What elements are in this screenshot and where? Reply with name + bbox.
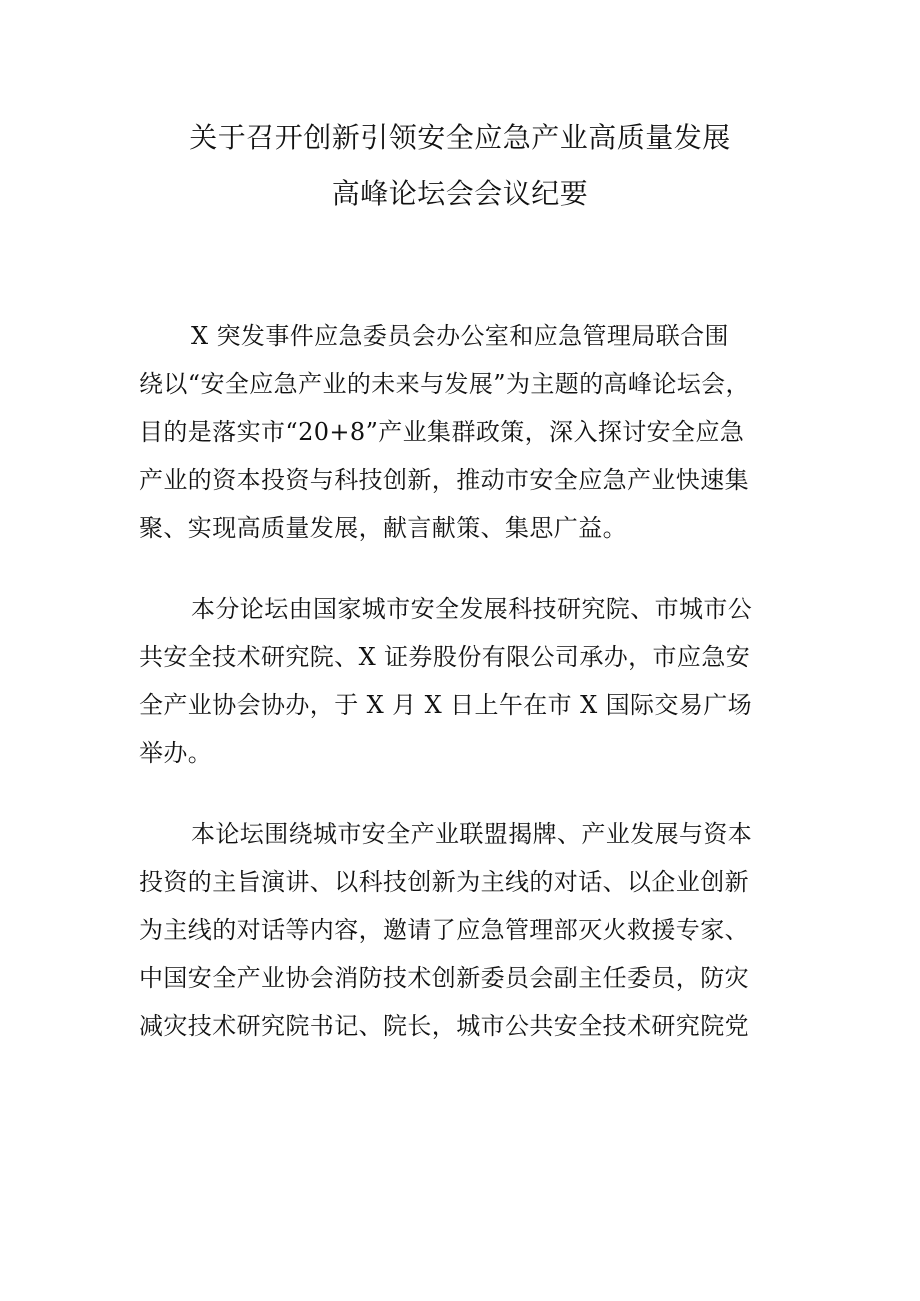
paragraph-2 [139, 585, 789, 777]
paragraph-line: 减灾技术研究院书记、院长，城市公共安全技术研究院党 [139, 1012, 749, 1040]
paragraph-line: 全产业协会协办，于 X 月 X 日上午在市 X 国际交易广场 [139, 691, 753, 719]
paragraph-line: 本分论坛由国家城市安全发展科技研究院、市城市公 [191, 595, 753, 623]
paragraph-line: 投资的主旨演讲、以科技创新为主线的对话、以企业创新 [139, 868, 749, 896]
paragraph-line: 聚、实现高质量发展，献言献策、集思广益。 [139, 514, 627, 542]
paragraph-line: 为主线的对话等内容，邀请了应急管理部灭火救援专家、 [139, 916, 749, 944]
document-title [0, 110, 920, 222]
paragraph-line: 举办。 [139, 739, 213, 767]
paragraph-line: X 突发事件应急委员会办公室和应急管理局联合围 [191, 322, 729, 350]
paragraph-3 [139, 810, 789, 1050]
paragraph-line: 中国安全产业协会消防技术创新委员会副主任委员，防灾 [139, 964, 749, 992]
paragraph-line: 共安全技术研究院、X 证券股份有限公司承办，市应急安 [139, 643, 751, 671]
paragraph-line: 本论坛围绕城市安全产业联盟揭牌、产业发展与资本 [191, 820, 753, 848]
paragraph-1 [139, 312, 789, 552]
paragraph-line: 绕以“安全应急产业的未来与发展”为主题的高峰论坛会， [139, 370, 750, 398]
title-line-1: 关于召开创新引领安全应急产业高质量发展 [189, 121, 731, 154]
title-line-2: 高峰论坛会会议纪要 [331, 177, 589, 210]
paragraph-line: 目的是落实市“20+8”产业集群政策，深入探讨安全应急 [139, 418, 745, 446]
paragraph-line: 产业的资本投资与科技创新，推动市安全应急产业快速集 [139, 466, 749, 494]
document-body [139, 312, 789, 1083]
